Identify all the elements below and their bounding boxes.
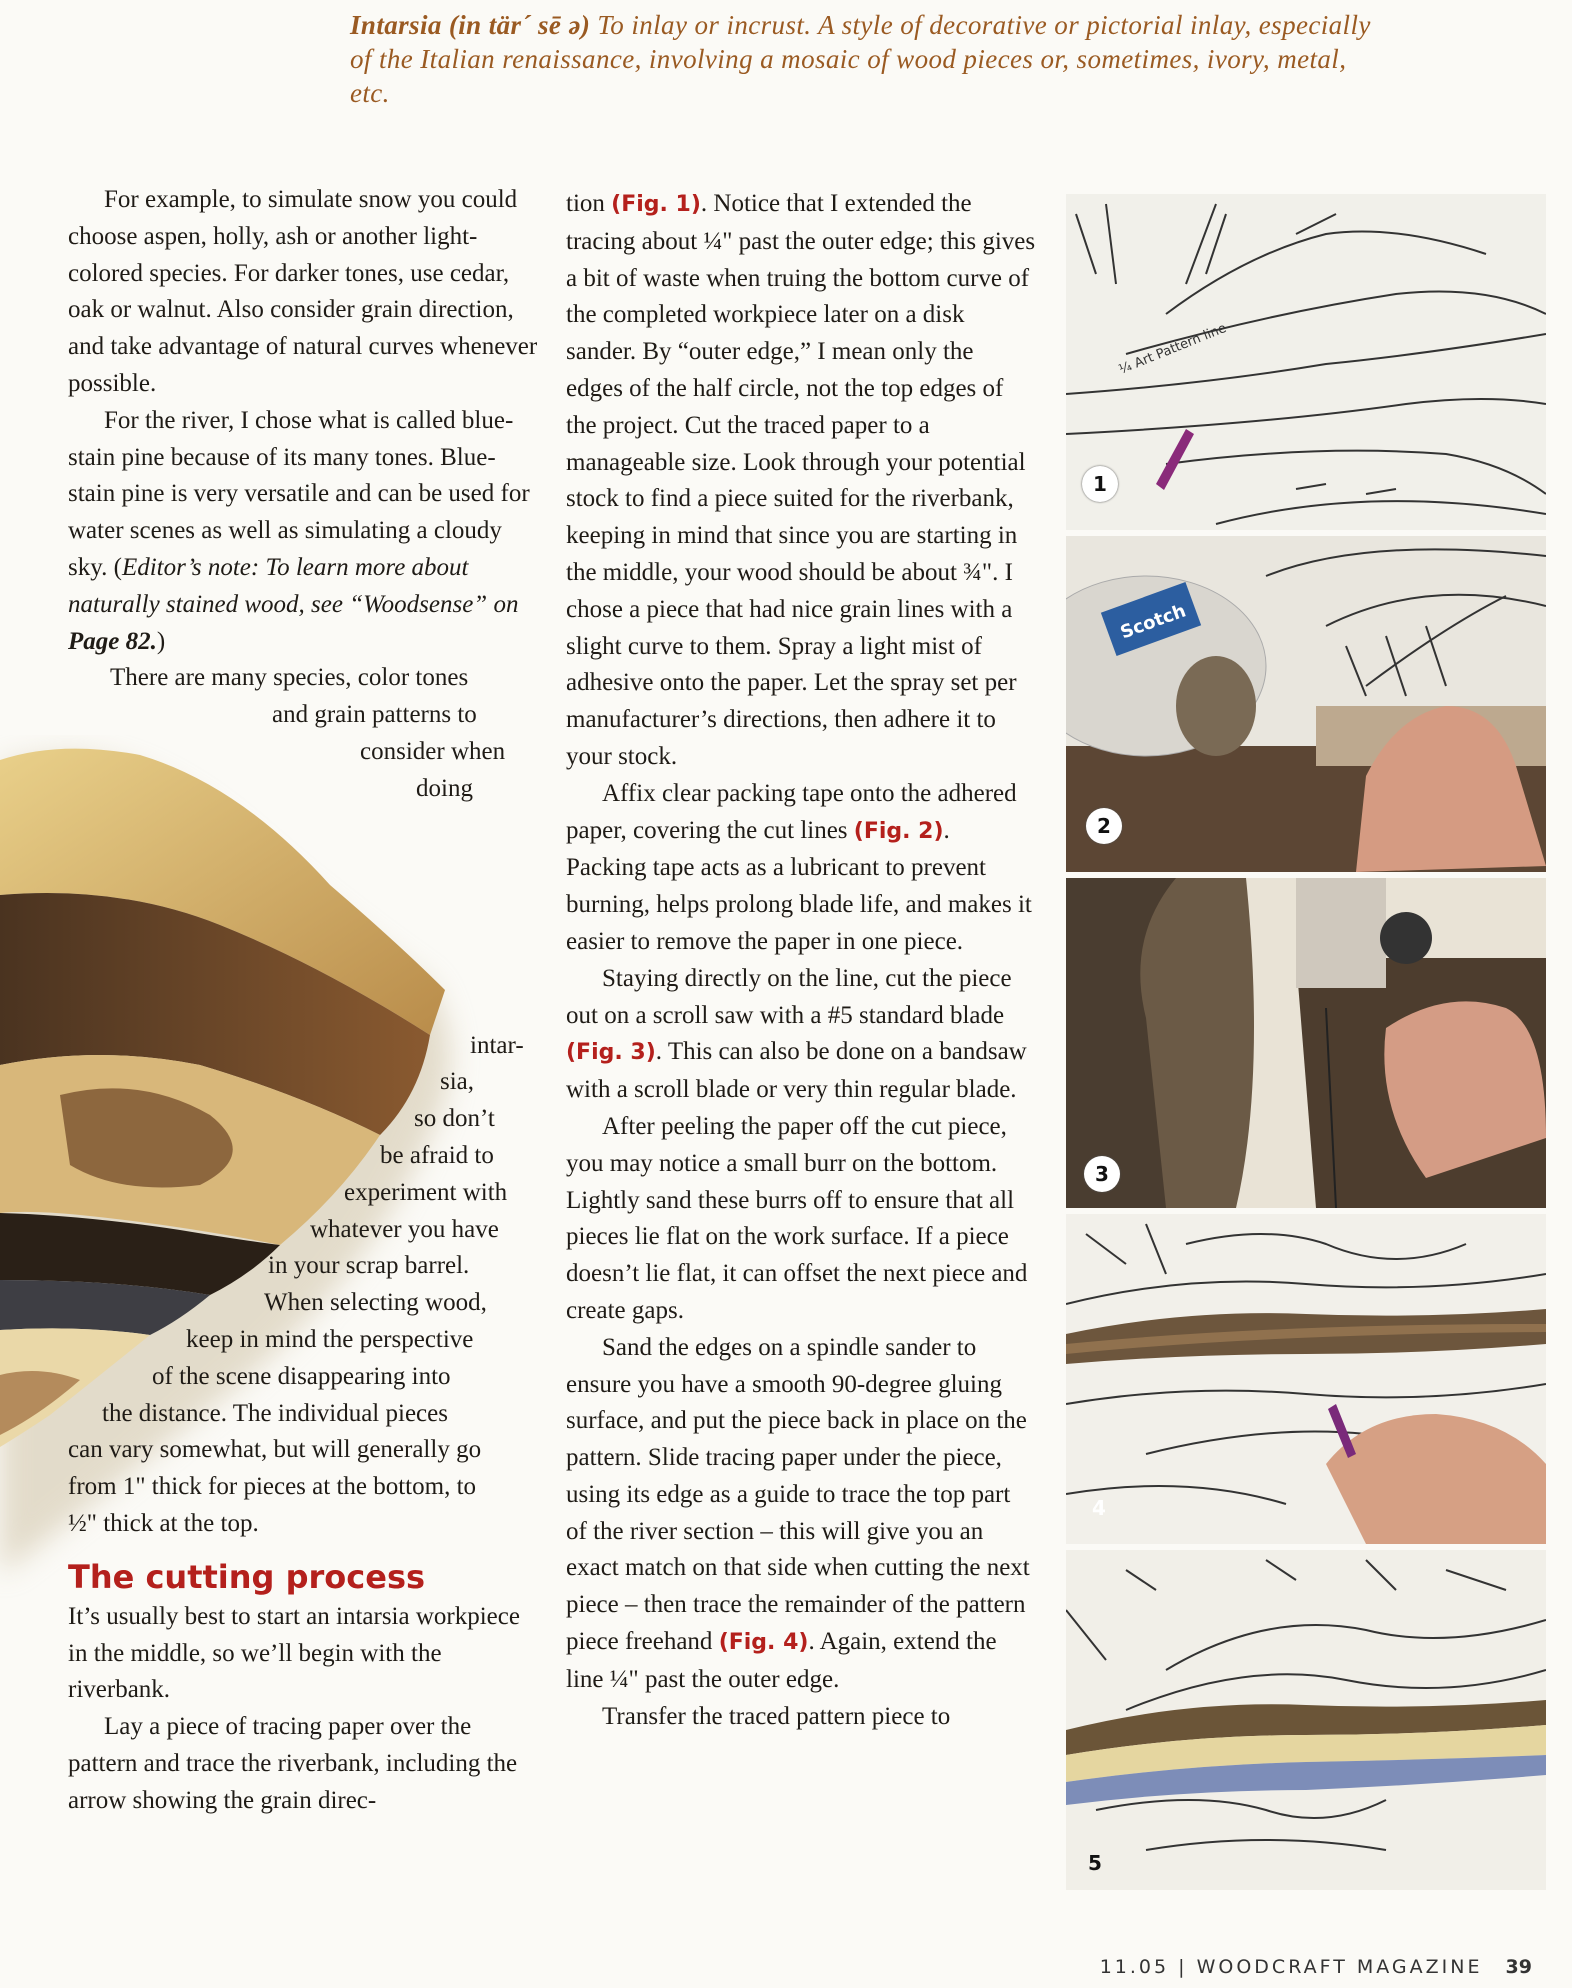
- col2-text: . This can also be done on a bandsaw with a scroll blade or very thin regular blade.: [566, 1038, 1027, 1104]
- col2-para-5: [566, 1330, 1036, 1699]
- tape-photo-art: [1066, 536, 1546, 872]
- col2-para-6: Transfer the traced pattern piece to: [602, 1702, 951, 1730]
- editors-note: Editor’s note: To learn more about naturally stained wood, see “Woodsense” on: [68, 553, 519, 618]
- wrap-line: from 1" thick for pieces at the bottom, to: [68, 1473, 477, 1501]
- figure-number-2: 2: [1086, 808, 1122, 844]
- tape-brand-label: Scotch: [1117, 600, 1189, 644]
- text-column-1: [68, 182, 538, 1819]
- issue-number: 11.05: [1099, 1956, 1170, 1978]
- figure-ref: (Fig. 3): [566, 1040, 656, 1066]
- col2-text: . Again, extend the line ¼" past the outer edge.: [566, 1628, 997, 1693]
- col1-para-2-text: For the river, I chose what is called blue-stain pine because of its many tones. Blue-stain pine is very versatile and can be used for water scenes as well as simulating a cloudy sky. (: [68, 406, 530, 581]
- tracing-art: [1066, 1214, 1546, 1544]
- wrap-line: sia,: [440, 1068, 475, 1096]
- wrap-line: and grain patterns to: [272, 701, 477, 729]
- wrap-line: experiment with: [344, 1178, 508, 1206]
- wrap-line: the distance. The individual pieces: [102, 1399, 448, 1427]
- wrap-line: of the scene disappearing into: [152, 1362, 451, 1390]
- wrap-line: in your scrap barrel.: [268, 1252, 470, 1280]
- text-column-2: [566, 186, 1036, 1735]
- col2-text: Sand the edges on a spindle sander to ensure you have a smooth 90-degree gluing surface, and put the piece back in place on the pattern. Slide tracing paper under the piece, using its edge as a guide to trace the top part of the river section – this will give you an exact match on that side when cutting the next piece – then trace the remainder of the pattern piece freehand: [566, 1333, 1030, 1656]
- col2-text: Affix clear packing tape onto the adhered paper, covering the cut lines: [566, 779, 1017, 844]
- figure-number-1: 1: [1082, 466, 1118, 502]
- figure-number-4: 4: [1092, 1496, 1106, 1520]
- pattern-sketch: [1066, 194, 1546, 530]
- page-reference: Page 82.: [68, 627, 157, 655]
- magazine-name: WOODCRAFT MAGAZINE: [1196, 1956, 1483, 1978]
- col1-para-4: Lay a piece of tracing paper over the pattern and trace the riverbank, including the arrow showing the grain direc-: [68, 1713, 518, 1814]
- figure-4-photo: [1066, 1214, 1546, 1544]
- figure-5-photo: [1066, 1550, 1546, 1890]
- page-number: 39: [1505, 1956, 1532, 1978]
- wrap-line: can vary somewhat, but will generally go: [68, 1436, 482, 1464]
- wrap-line: so don’t: [414, 1105, 495, 1133]
- wrap-line: consider when: [360, 737, 506, 765]
- wrap-line: keep in mind the perspective: [186, 1325, 474, 1353]
- figure-3-photo: [1066, 878, 1546, 1208]
- col1-para-2: [68, 403, 538, 661]
- col1-wrap-lines: [68, 660, 538, 1542]
- figure-1-photo: [1066, 194, 1546, 530]
- section-heading: The cutting process: [68, 1557, 426, 1596]
- wrap-line: ½" thick at the top.: [68, 1509, 259, 1537]
- col2-text: . Notice that I extended the tracing about ¼" past the outer edge; this gives a bit of waste when truing the bottom curve of the completed workpiece later on a disk sander. By “outer edge,” I mean only the edges of the half circle, not the top edges of the project. Cut the traced paper to a manageable size. Look through your potential stock to find a piece suited for the riverbank, keeping in mind that since you are starting in the middle, your wood should be about ¾". I chose a piece that had nice grain lines with a slight curve to them. Spray a light mist of adhesive onto the paper. Let the spray set per manufacturer’s directions, then adhere it to your stock.: [566, 190, 1036, 770]
- definition-text: To inlay or incrust. A style of decorative or pictorial inlay, especially of the Italian renaissance, involving a mosaic of wood pieces or, sometimes, ivory, metal, etc.: [350, 10, 1371, 108]
- figure-ref: (Fig. 1): [611, 192, 701, 217]
- figure-ref: (Fig. 2): [853, 818, 944, 844]
- col2-text: . Packing tape acts as a lubricant to prevent burning, helps prolong blade life, and makes it easier to remove the paper in one piece.: [566, 816, 1032, 955]
- wrap-line: doing: [416, 774, 473, 802]
- col2-para-2: [566, 776, 1036, 961]
- col1-para-2-end: ): [156, 627, 166, 655]
- col2-para-4: After peeling the paper off the cut piece, you may notice a small burr on the bottom. Lightly sand these burrs off to ensure that all pieces lie flat on the work surface. If a piece doesn’t lie flat, it can offset the next piece and create gaps.: [566, 1112, 1028, 1324]
- scroll-saw-art: [1066, 878, 1546, 1208]
- definition-term: Intarsia (in tär´ sē ə): [350, 10, 591, 40]
- wrap-line: whatever you have: [310, 1215, 499, 1243]
- footer-separator: |: [1178, 1956, 1188, 1978]
- col2-para-3: [566, 961, 1036, 1109]
- col1-para-3: It’s usually best to start an intarsia workpiece in the middle, so we’ll begin with the riverbank.: [68, 1602, 520, 1704]
- figure-number-5: 5: [1088, 1851, 1102, 1875]
- svg-text:¼ Art Pattern line: ¼ Art Pattern line: [1116, 320, 1229, 378]
- pencil-icon: [1156, 429, 1194, 490]
- col1-para-1: For example, to simulate snow you could choose aspen, holly, ash or another light-colored species. For darker tones, use cedar, oak or walnut. Also consider grain direction, and take advantage of natural curves whenever possible.: [68, 186, 538, 397]
- figure-number-3: 3: [1084, 1156, 1120, 1192]
- col2-para-1: [566, 186, 1036, 776]
- wrap-line: There are many species, color tones: [110, 664, 469, 692]
- col2-text: Staying directly on the line, cut the piece out on a scroll saw with a #5 standard blade: [566, 964, 1012, 1029]
- wrap-line: be afraid to: [380, 1141, 494, 1169]
- figure-2-photo: [1066, 536, 1546, 872]
- col2-text: tion: [566, 190, 612, 217]
- figure-ref: (Fig. 4): [718, 1630, 809, 1656]
- wrap-line: intar-: [470, 1031, 524, 1059]
- wrap-line: When selecting wood,: [264, 1289, 487, 1317]
- definition: [350, 8, 1380, 110]
- layout-art: [1066, 1550, 1546, 1890]
- page-footer: [1100, 1956, 1532, 1978]
